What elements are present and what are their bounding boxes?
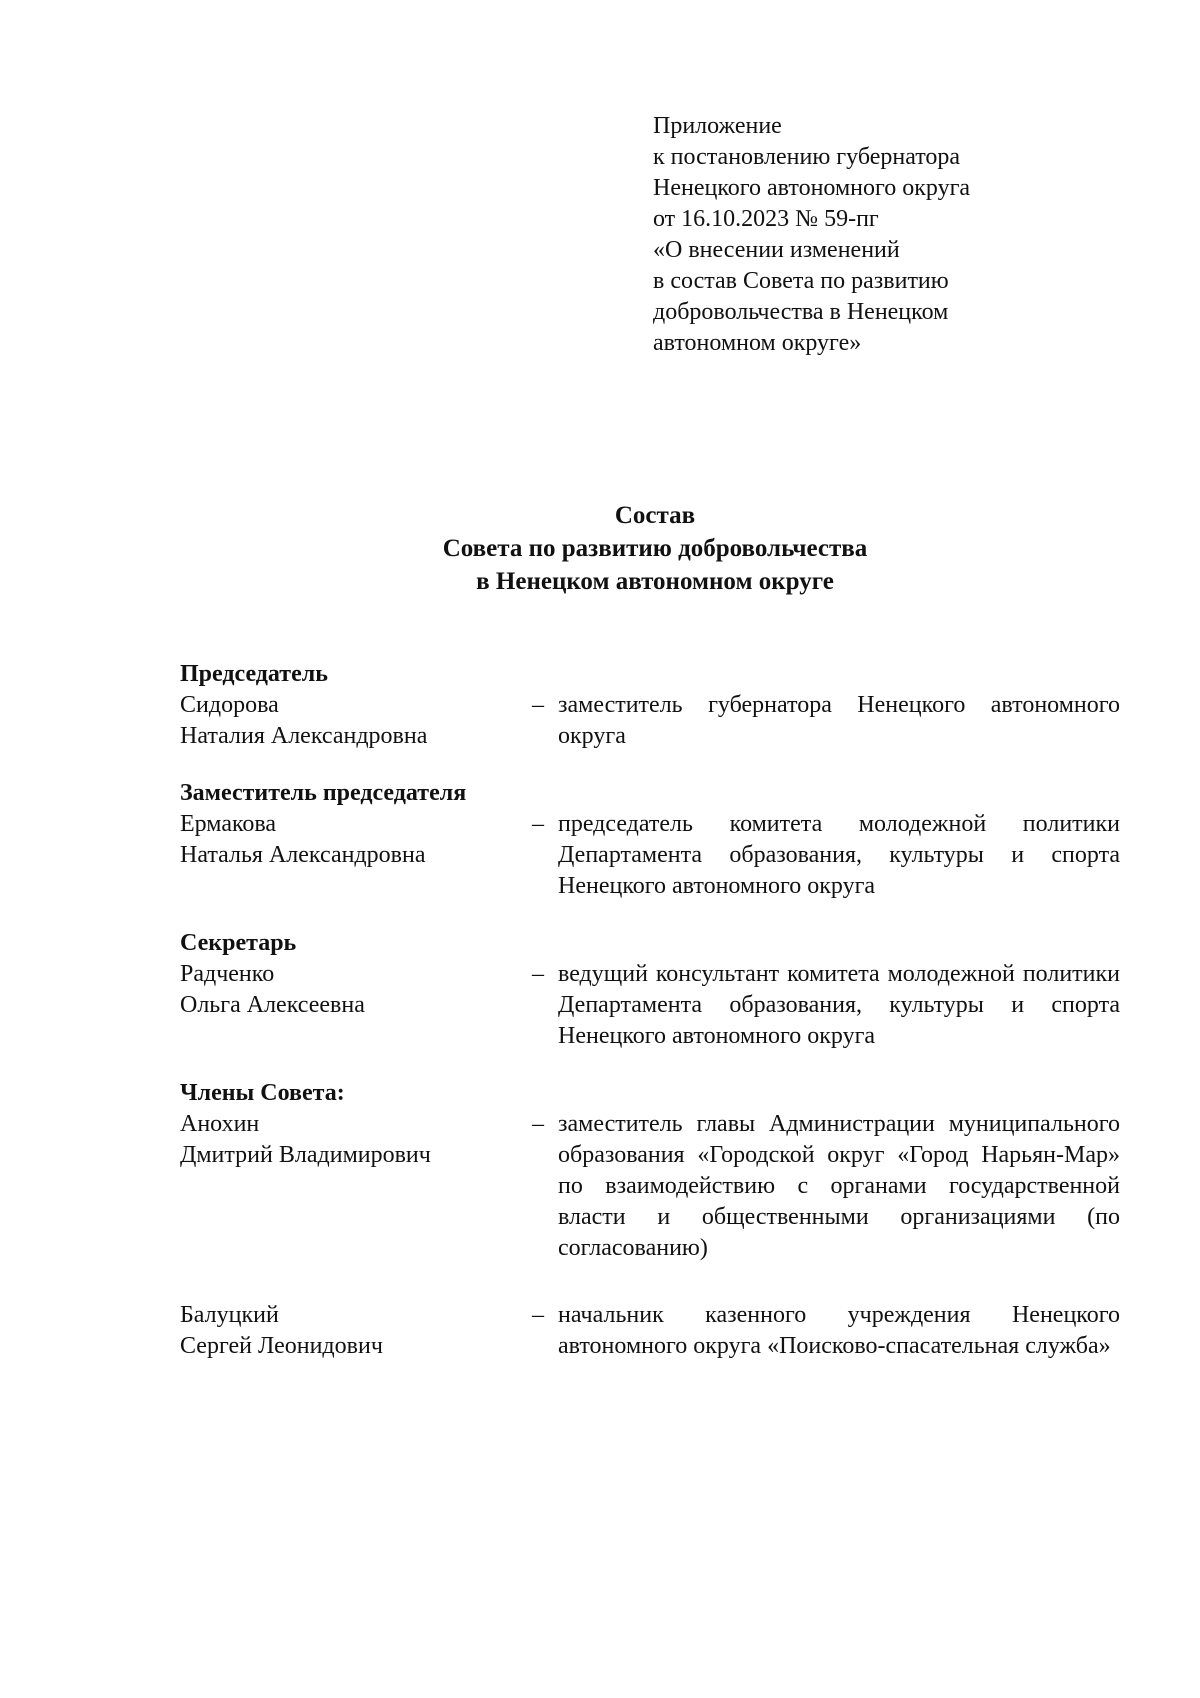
- spacer: [180, 1290, 1125, 1300]
- member-position: заместитель губернатора Ненецкого автономного округа: [558, 692, 1120, 749]
- section-heading: Секретарь: [180, 930, 297, 956]
- member-surname: Сидорова: [180, 692, 279, 718]
- member-given-names: Сергей Леонидович: [180, 1333, 383, 1359]
- member-name: [180, 1300, 532, 1362]
- member-name: [180, 690, 532, 752]
- appendix-line: автономном округе»: [653, 330, 862, 356]
- members-section: [180, 1078, 1125, 1362]
- appendix-line: «О внесении изменений: [653, 237, 900, 263]
- member-position: ведущий консультант комитета молодежной политики Департамента образования, культуры и спорта Ненецкого автономного округа: [558, 961, 1120, 1049]
- member-surname: Анохин: [180, 1111, 260, 1137]
- member-surname: Ермакова: [180, 811, 277, 837]
- dash-separator: –: [532, 811, 544, 837]
- appendix-line: в состав Совета по развитию: [653, 268, 949, 294]
- council-roster: [180, 659, 1125, 1388]
- document-title: [0, 499, 1200, 598]
- dash-separator: –: [532, 692, 544, 718]
- member-surname: Радченко: [180, 961, 275, 987]
- roster-entry: [180, 959, 1125, 1052]
- member-name: [180, 1109, 532, 1264]
- dash-separator: –: [532, 1111, 544, 1137]
- member-surname: Балуцкий: [180, 1302, 279, 1328]
- appendix-line: Приложение: [653, 113, 782, 139]
- section-heading: Члены Совета:: [180, 1080, 345, 1106]
- chair-section: [180, 659, 1125, 752]
- roster-entry: [180, 809, 1125, 902]
- title-line: Совета по развитию добровольчества: [442, 535, 868, 562]
- roster-entry: [180, 1109, 1125, 1264]
- deputy-section: [180, 778, 1125, 902]
- secretary-section: [180, 928, 1125, 1052]
- member-given-names: Дмитрий Владимирович: [180, 1142, 431, 1168]
- title-line: Состав: [614, 502, 696, 529]
- appendix-line: к постановлению губернатора: [653, 144, 961, 170]
- roster-entry: [180, 690, 1125, 752]
- title-line: в Ненецком автономном округе: [476, 568, 834, 595]
- member-given-names: Наталья Александровна: [180, 842, 426, 868]
- member-given-names: Наталия Александровна: [180, 723, 428, 749]
- section-heading: Заместитель председателя: [180, 780, 467, 806]
- member-position: заместитель главы Администрации муниципального образования «Городской округ «Город Нарьян-Мар» по взаимодействию с органами государственной власти и общественными организациями (по согласованию): [558, 1111, 1120, 1261]
- appendix-line: Ненецкого автономного округа: [653, 175, 971, 201]
- dash-separator: –: [532, 961, 544, 987]
- roster-entry: [180, 1300, 1125, 1362]
- dash-separator: –: [532, 1302, 544, 1328]
- member-given-names: Ольга Алексеевна: [180, 992, 365, 1018]
- member-name: [180, 959, 532, 1052]
- member-position: начальник казенного учреждения Ненецкого автономного округа «Поисково-спасательная служба»: [558, 1302, 1120, 1359]
- member-name: [180, 809, 532, 902]
- member-position: председатель комитета молодежной политики Департамента образования, культуры и спорта Ненецкого автономного округа: [558, 811, 1120, 899]
- section-heading: Председатель: [180, 661, 328, 687]
- appendix-block: [653, 111, 1073, 359]
- appendix-line: добровольчества в Ненецком: [653, 299, 949, 325]
- appendix-line: от 16.10.2023 № 59-пг: [653, 206, 879, 232]
